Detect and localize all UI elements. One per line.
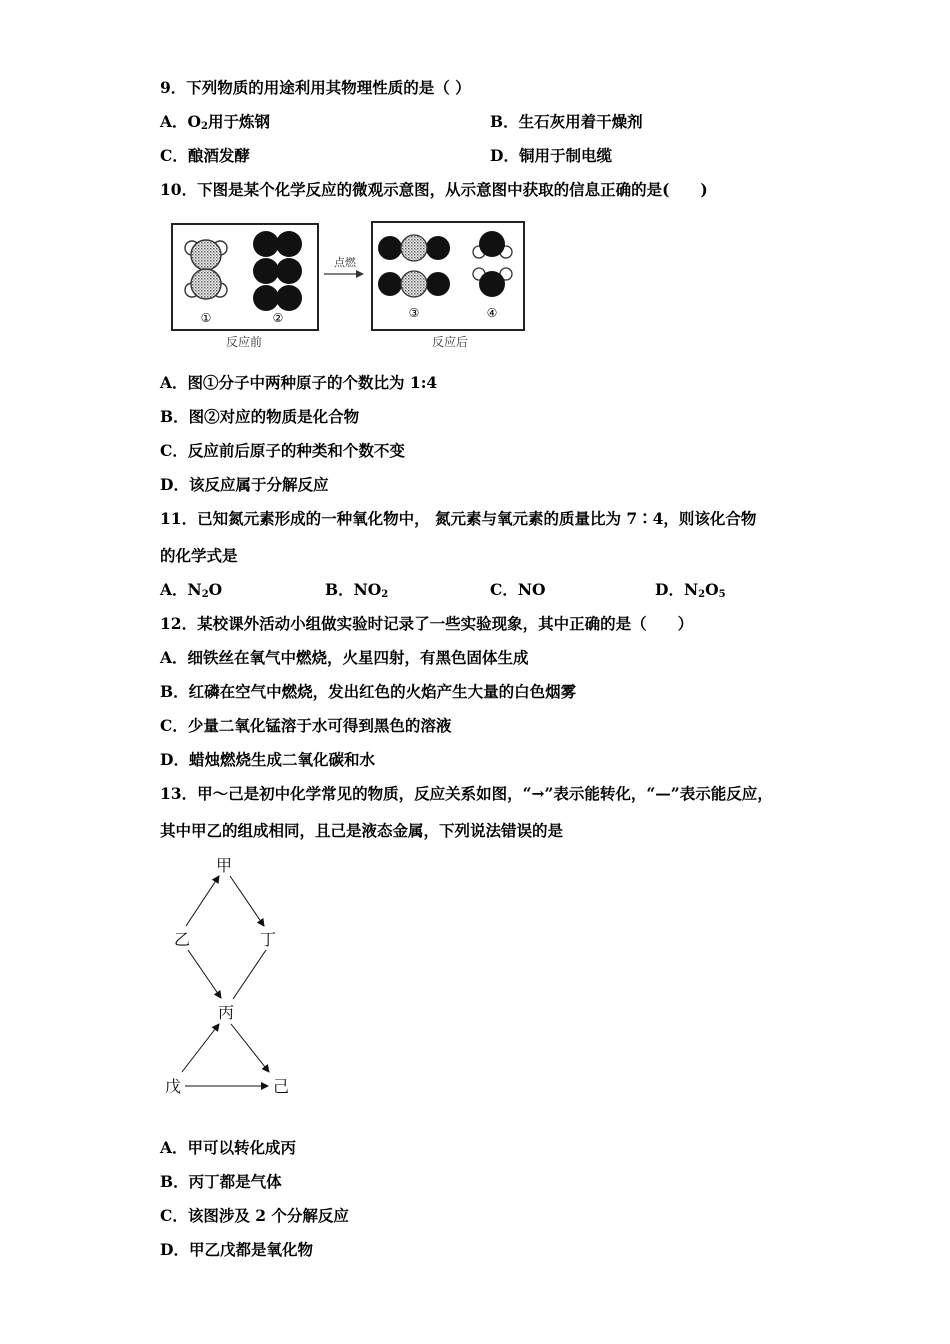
q9-a-sub: 2 — [201, 121, 209, 132]
q11-a-sub: 2 — [201, 589, 209, 600]
label-1: ① — [200, 311, 212, 325]
arrow-yi-to-bing — [188, 950, 221, 998]
q9-option-b: B．生石灰用着干燥剂 — [490, 112, 643, 131]
arrow-wu-to-bing — [182, 1024, 219, 1072]
q10-stem: 10．下图是某个化学反应的微观示意图，从示意图中获取的信息正确的是( ) — [160, 180, 708, 199]
label-4: ④ — [486, 306, 498, 320]
q12-stem: 12．某校课外活动小组做实验时记录了一些实验现象，其中正确的是（ ） — [160, 614, 694, 633]
q11-d-sub1: 2 — [698, 589, 706, 600]
node-wu: 戊 — [164, 1077, 182, 1096]
q11-stem-line1: 11．已知氮元素形成的一种氧化物中， 氮元素与氧元素的质量比为 7∶4，则该化合物 — [160, 509, 757, 528]
node-bing: 丙 — [217, 1003, 235, 1022]
q11-d-sub2: 5 — [718, 589, 726, 600]
arrow-yi-to-jia — [186, 876, 219, 926]
q11-b-sub: 2 — [381, 589, 389, 600]
q12-option-d: D．蜡烛燃烧生成二氧化碳和水 — [160, 750, 375, 769]
q11-a-label: A．N — [160, 580, 202, 599]
node-yi: 乙 — [173, 930, 191, 949]
q10-option-b: B．图②对应的物质是化合物 — [160, 407, 360, 426]
q9-option-a — [160, 112, 270, 137]
q11-d-mid: O — [705, 580, 719, 599]
q10-option-a: A．图①分子中两种原子的个数比为 1:4 — [160, 373, 438, 392]
q13-option-d: D．甲乙戊都是氧化物 — [160, 1240, 313, 1259]
q13-relation-diagram — [160, 852, 300, 1098]
q12-option-c: C．少量二氧化锰溶于水可得到黑色的溶液 — [160, 716, 452, 735]
label-2: ② — [272, 311, 284, 325]
q9-a-label: A． — [160, 112, 188, 131]
label-before: 反应前 — [225, 335, 263, 349]
q13-option-c: C．该图涉及 2 个分解反应 — [160, 1206, 349, 1225]
q11-option-b — [325, 580, 388, 605]
molecule-2 — [253, 231, 302, 311]
q11-a-rest: O — [208, 580, 223, 599]
q10-option-d: D．该反应属于分解反应 — [160, 475, 329, 494]
node-ji: 己 — [272, 1077, 290, 1096]
arrow-jia-to-ding — [230, 876, 264, 926]
q9-stem: 9．下列物质的用途利用其物理性质的是（ ） — [160, 78, 471, 97]
q12-option-a: A．细铁丝在氧气中燃烧，火星四射，有黑色固体生成 — [160, 648, 529, 667]
q9-option-d: D．铜用于制电缆 — [490, 146, 612, 165]
q11-b-label: B．NO — [325, 580, 382, 599]
q13-option-a: A．甲可以转化成丙 — [160, 1138, 297, 1157]
q9-option-c: C．酿酒发酵 — [160, 146, 250, 165]
q13-stem-line2: 其中甲乙的组成相同，且己是液态金属，下列说法错误的是 — [160, 821, 564, 840]
arrow-bing-to-ji — [231, 1024, 269, 1072]
q11-option-a — [160, 580, 222, 605]
node-jia: 甲 — [215, 856, 233, 875]
arrow-label: 点燃 — [334, 256, 356, 269]
reaction-arrow-head — [356, 270, 364, 278]
label-after: 反应后 — [431, 335, 469, 349]
line-ding-bing — [233, 950, 266, 999]
q9-a-rest: 用于炼钢 — [208, 112, 271, 131]
q13-stem-line1: 13．甲～己是初中化学常见的物质，反应关系如图，“→”表示能转化，“—”表示能反应， — [160, 784, 773, 803]
q11-option-d — [655, 580, 726, 605]
q10-option-c: C．反应前后原子的种类和个数不变 — [160, 441, 405, 460]
label-3: ③ — [408, 306, 420, 320]
q12-option-b: B．红磷在空气中燃烧，发出红色的火焰产生大量的白色烟雾 — [160, 682, 577, 701]
q13-option-b: B．丙丁都是气体 — [160, 1172, 282, 1191]
q11-option-c: C．NO — [490, 580, 546, 599]
q10-reaction-figure — [168, 218, 530, 352]
q11-stem-line2: 的化学式是 — [160, 546, 238, 565]
node-ding: 丁 — [259, 930, 277, 949]
q9-a-o: O — [187, 112, 202, 131]
q11-d-label: D．N — [655, 580, 699, 599]
